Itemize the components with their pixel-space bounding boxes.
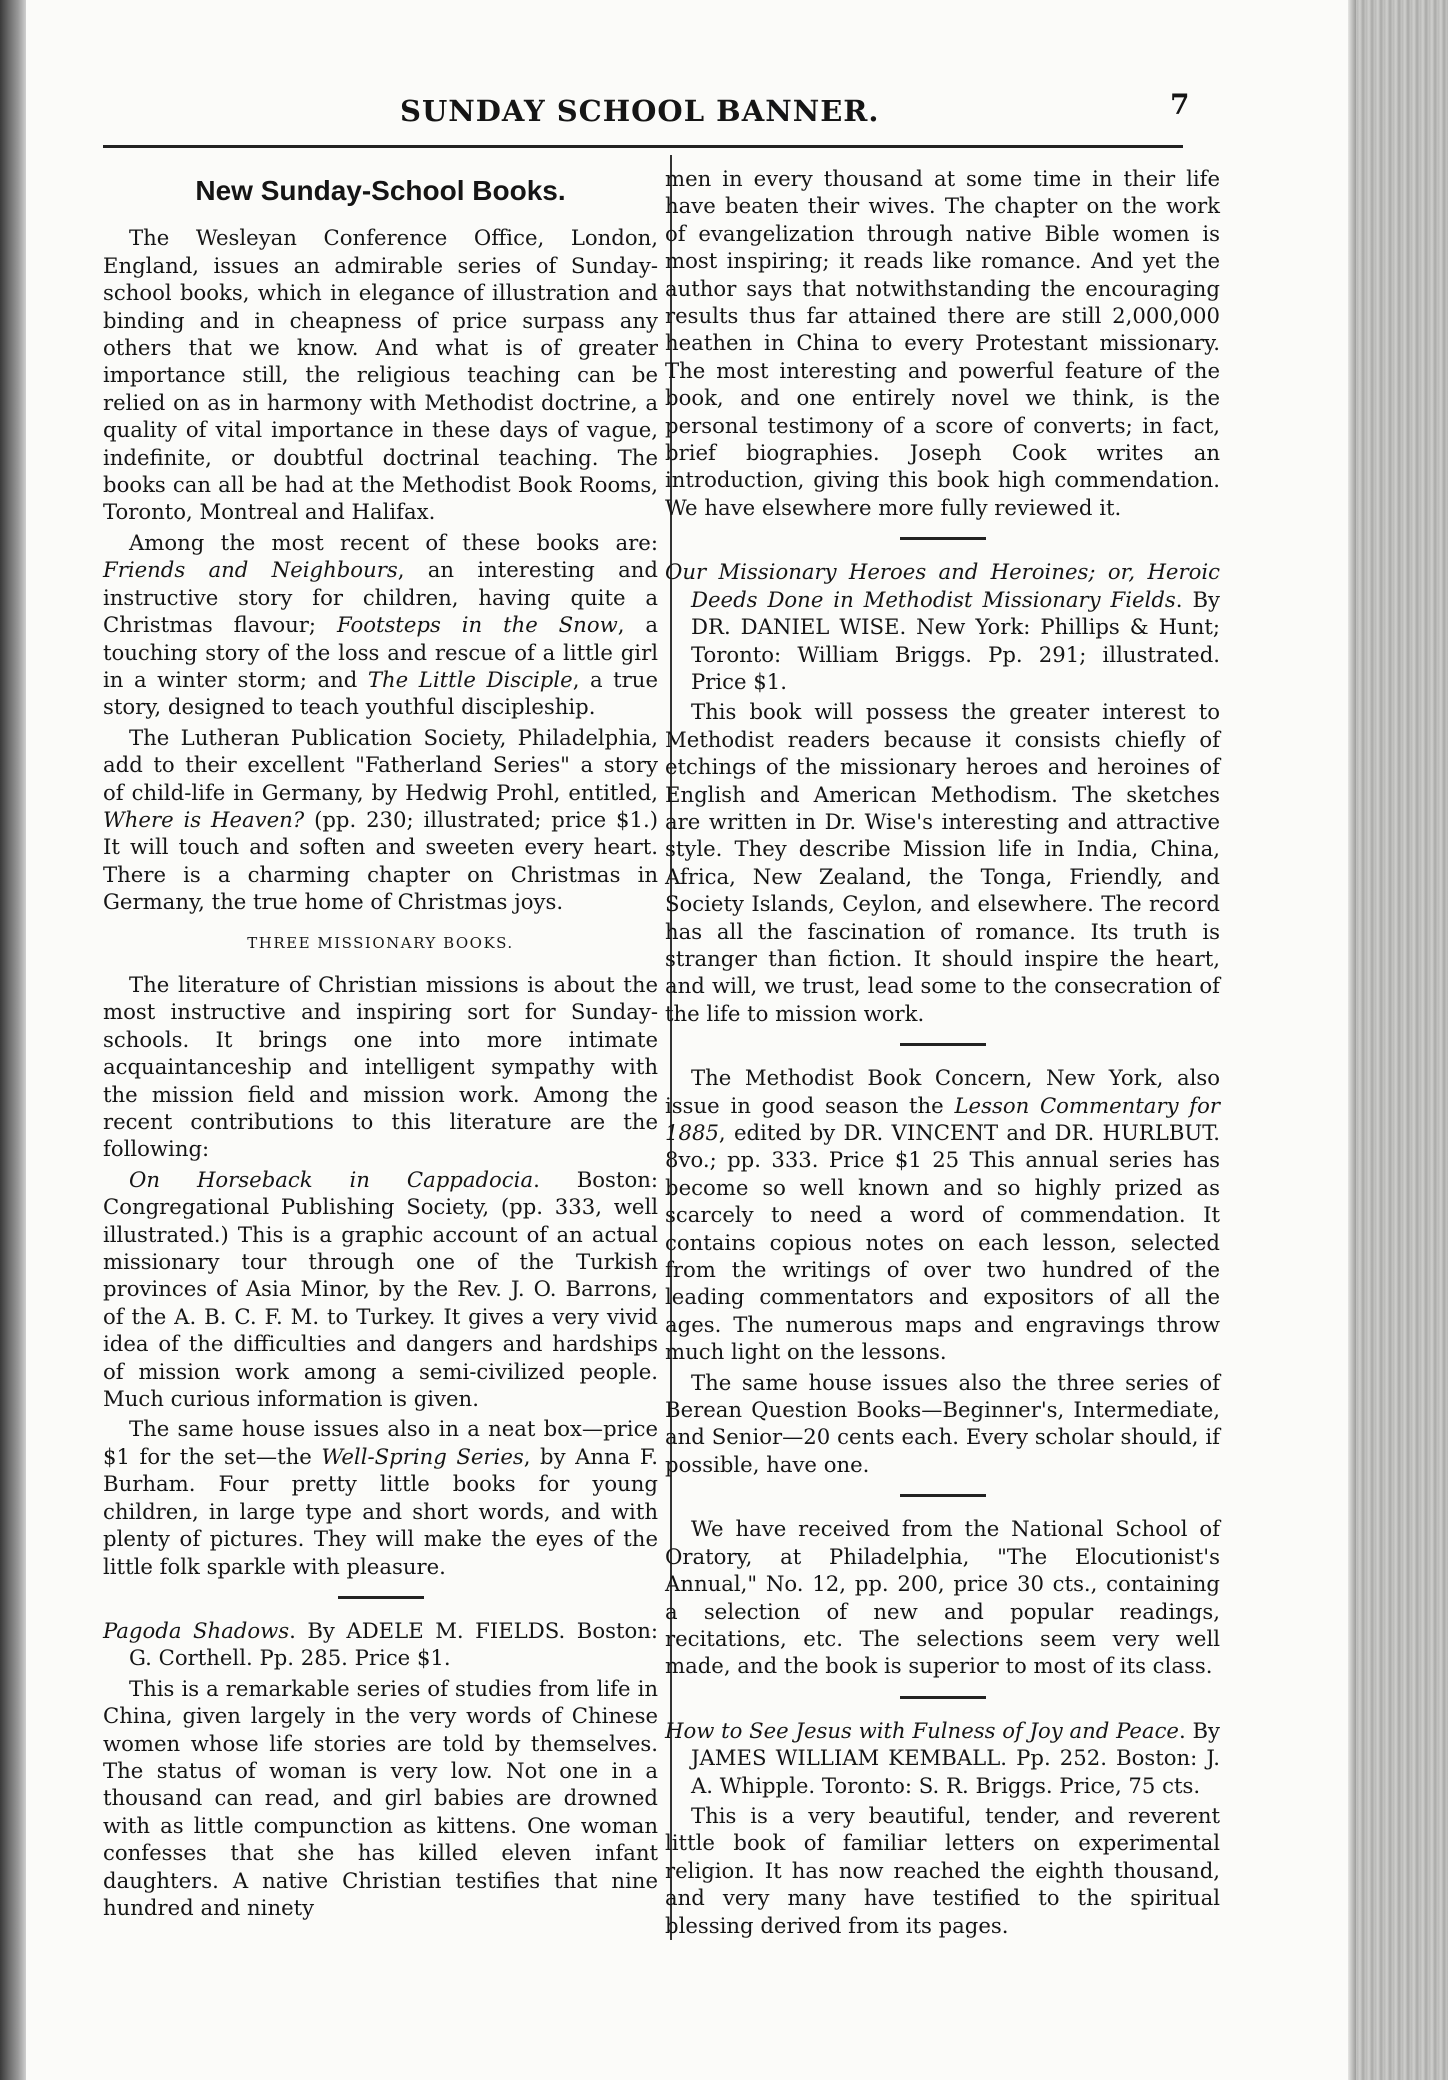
- paragraph-berean: The same house issues also the three series of Berean Question Books—Beginner's, Intermediate, and Senior—20 cents each. Every scholar should, if possible, have one.: [665, 1369, 1220, 1477]
- book-title: Friends and Neighbours: [103, 557, 398, 583]
- paragraph-china-continued: men in every thousand at some time in their life have beaten their wives. The chapter on the work of evangelization through native Bible women is most inspiring; it reads like romance. And yet the author says that notwithstanding the encouraging results thus far attained there are still 2,000,000 heathen in China to every Protestant missionary. The most interesting and powerful feature of the book, and one entirely novel we think, is the personal testimony of a score of converts; in fact, brief biographies. Joseph Cook writes an introduction, giving this book high commendation. We have elsewhere more fully reviewed it.: [665, 166, 1220, 520]
- book-title: How to See Jesus with Fulness of Joy and Peace: [665, 1717, 1179, 1743]
- text: The same house issues also in a neat box—price $1 for the set—the: [103, 1416, 658, 1469]
- running-head: SUNDAY SCHOOL BANNER.: [400, 94, 880, 128]
- paragraph-china: This is a remarkable series of studies from life in China, given largely in the very words of Chinese women whose life stories are told by themselves. The status of woman is very low. Not one in a thousand can read, and girl babies are drowned with as little compunction as kittens. One woman confesses that she has killed eleven infant daughters. A native Christian testifies that nine hundred and ninety: [103, 1675, 658, 1920]
- text: The Methodist Book Concern, New York, also issue in good season the: [665, 1065, 1220, 1118]
- text: (pp. 230; illustrated; price $1.) It will touch and soften and sweeten every heart. There is a charming chapter on Christmas in Germany, the true home of Christmas joys.: [103, 806, 658, 915]
- subheading: THREE MISSIONARY BOOKS.: [247, 933, 514, 952]
- text: , an interesting and instructive story for children, having quite a Christmas flavour;: [103, 557, 658, 638]
- page-stack-edge: [1348, 0, 1448, 2080]
- text: . By DR. DANIEL WISE. New York: Phillips & Hunt; Toronto: William Briggs. Pp. 291; illustrated. Price $1.: [691, 586, 1220, 694]
- right-column: [665, 165, 1220, 1942]
- paragraph-cappadocia: [103, 1166, 658, 1413]
- entry-pagoda-shadows: [103, 1617, 658, 1672]
- entry-how-to-see-jesus: [665, 1717, 1220, 1799]
- divider-rule: [900, 1043, 986, 1046]
- paragraph-recent-books: [103, 529, 658, 721]
- text: The Lutheran Publication Society, Philadelphia, add to their excellent "Fatherland Series" a story of child-life in Germany, by Hedwig Prohl, entitled,: [103, 724, 658, 805]
- text: , by Anna F. Burham. Four pretty little books for young children, in large type and short words, and with plenty of pictures. They will make the eyes of the little folk sparkle with pleasure.: [103, 1443, 658, 1579]
- divider-rule: [338, 1596, 424, 1599]
- book-title: Lesson Commentary for 1885: [665, 1092, 1220, 1145]
- paragraph-kemball: This is a very beautiful, tender, and reverent little book of familiar letters on experimental religion. It has now reached the eighth thousand, and very many have testified to the spiritual blessing derived from its pages.: [665, 1802, 1220, 1938]
- paragraph-well-spring: [103, 1415, 658, 1579]
- text: . Boston: Congregational Publishing Society, (pp. 333, well illustrated.) This is a graphic account of an actual missionary tour through one of the Turkish provinces of Asia Minor, by the Rev. J. O. Barrons, of the A. B. C. F. M. to Turkey. It gives a very vivid idea of the difficulties and dangers and hardships of mission work among a semi-civilized people. Much curious information is given.: [103, 1166, 658, 1412]
- divider-rule: [900, 1494, 986, 1497]
- paragraph-lesson-commentary: [665, 1064, 1220, 1365]
- text: , a touching story of the loss and rescue of a little girl in a winter storm; and: [103, 612, 658, 692]
- divider-rule: [900, 537, 986, 540]
- text: . By ADELE M. FIELDS. Boston: G. Corthell. Pp. 285. Price $1.: [129, 1617, 658, 1671]
- text: , a true story, designed to teach youthful discipleship.: [103, 666, 658, 720]
- book-title: On Horseback in Cappadocia: [129, 1166, 534, 1192]
- paragraph-wise: This book will possess the greater interest to Methodist readers because it consists chiefly of etchings of the missionary heroes and heroines of English and American Methodism. The sketches are written in Dr. Wise's interesting and attractive style. They describe Mission life in India, China, Africa, New Zealand, the Tonga, Friendly, and Society Islands, Ceylon, and elsewhere. The record has all the fascination of romance. Its truth is stranger than fiction. It should inspire the heart, and will, we trust, lead some to the consecration of the life to mission work.: [665, 699, 1220, 1026]
- text: Among the most recent of these books are:: [129, 529, 658, 555]
- header-rule: [103, 145, 1183, 148]
- paragraph-wesleyan: The Wesleyan Conference Office, London, England, issues an admirable series of Sunday-school books, which in elegance of illustration and binding and in cheapness of price surpass any others that we know. And what is of greater importance still, the religious teaching can be relied on as in harmony with Methodist doctrine, a quality of vital importance in these days of vague, indefinite, or doubtful doctrinal teaching. The books can all be had at the Methodist Book Rooms, Toronto, Montreal and Halifax.: [103, 225, 658, 525]
- book-title: The Little Disciple: [367, 666, 573, 692]
- paragraph-missions: The literature of Christian missions is about the most instructive and inspiring sort for Sunday-schools. It brings one into more intimate acquaintanceship and intelligent sympathy with the mission field and mission work. Among the recent contributions to this literature are the following:: [103, 971, 658, 1162]
- left-column: [103, 165, 658, 1924]
- binding-shadow: [0, 0, 26, 2080]
- book-title: Where is Heaven?: [103, 806, 305, 832]
- text: , edited by DR. VINCENT and DR. HURLBUT. 8vo.; pp. 333. Price $1 25 This annual series has become so well known and so highly prized as scarcely to need a word of commendation. It contains copious notes on each lesson, selected from the writings of over two hundred of the leading commentators and expositors of all the ages. The numerous maps and engravings throw much light on the lessons.: [665, 1120, 1220, 1365]
- paragraph-lutheran: [103, 724, 658, 916]
- book-title: Our Missionary Heroes and Heroines; or, Heroic Deeds Done in Methodist Missionary Fields: [665, 559, 1220, 612]
- book-title: Well-Spring Series: [321, 1443, 524, 1469]
- page-number: 7: [1170, 88, 1190, 121]
- book-title: Footsteps in the Snow: [336, 612, 618, 638]
- book-title: Pagoda Shadows: [103, 1617, 290, 1643]
- section-heading: New Sunday-School Books.: [195, 175, 566, 206]
- text: . By JAMES WILLIAM KEMBALL. Pp. 252. Boston: J. A. Whipple. Toronto: S. R. Briggs. Price, 75 cts.: [691, 1717, 1220, 1798]
- paragraph-oratory: We have received from the National School of Oratory, at Philadelphia, "The Elocutionist's Annual," No. 12, pp. 200, price 30 cts., containing a selection of new and popular readings, recitations, etc. The selections seem very well made, and the book is superior to most of its class.: [665, 1516, 1220, 1679]
- divider-rule: [900, 1696, 986, 1699]
- entry-missionary-heroes: [665, 558, 1220, 695]
